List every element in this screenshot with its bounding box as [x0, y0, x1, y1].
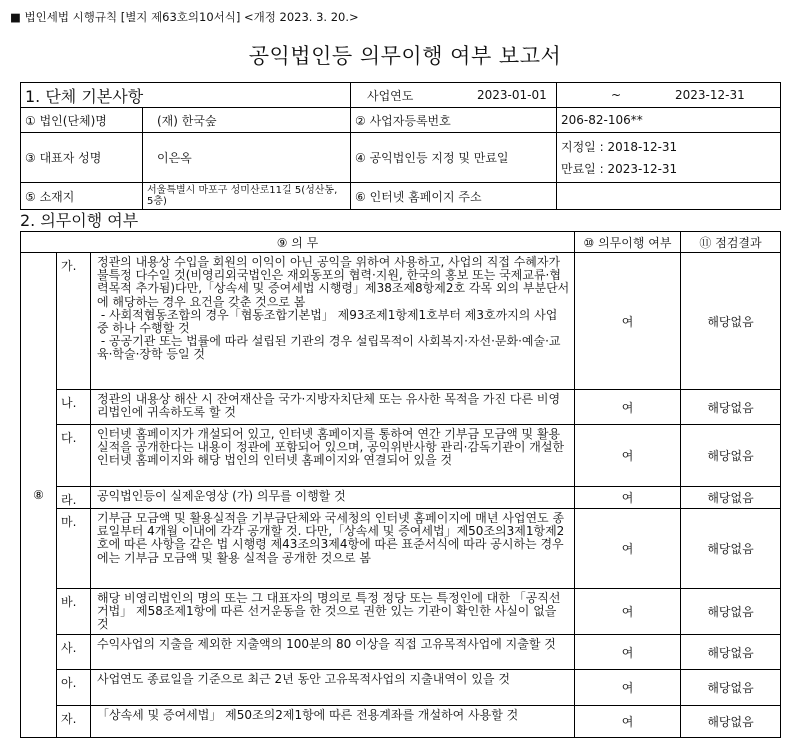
year-tilde: ~: [611, 88, 622, 102]
item-result: 해당없음: [681, 670, 781, 706]
year-end: 2023-12-31: [675, 88, 745, 102]
bizno-value: 206-82-106**: [557, 108, 781, 133]
address-label: ⑤ 소재지: [21, 183, 143, 210]
item-result: 해당없음: [681, 390, 781, 425]
section-duty-title: 2. 의무이행 여부: [20, 211, 139, 230]
item-result: 해당없음: [681, 487, 781, 509]
item-no: 아.: [57, 670, 91, 706]
item-result: 해당없음: [681, 589, 781, 635]
item-done: 여: [575, 425, 681, 487]
corp-name-label: ① 법인(단체)명: [21, 108, 143, 133]
basic-info-table: [20, 82, 781, 210]
item-result: 해당없음: [681, 706, 781, 738]
row-group-label: ⑧: [21, 253, 57, 738]
item-no: 자.: [57, 706, 91, 738]
item-done: 여: [575, 670, 681, 706]
item-no: 다.: [57, 425, 91, 487]
year-start: 2023-01-01: [477, 88, 547, 102]
address-value: 서울특별시 마포구 성미산로11길 5(성산동, 5층): [143, 183, 351, 210]
item-no: 마.: [57, 509, 91, 589]
item-text: 수익사업의 지출을 제외한 지출액의 100분의 80 이상을 직접 고유목적사업에 지출할 것: [91, 635, 575, 670]
item-text: 「상속세 및 증여세법」 제50조의2제1항에 따른 전용계좌를 개설하여 사용할 것: [91, 706, 575, 738]
item-text: 사업연도 종료일을 기준으로 최근 2년 동안 고유목적사업의 지출내역이 있을 것: [91, 670, 575, 706]
item-text: 인터넷 홈페이지가 개설되어 있고, 인터넷 홈페이지를 통하여 연간 기부금 모금액 및 활용실적을 공개한다는 내용이 정관에 포함되어 있으며, 공익위반사항 관리·감독기관이 개설한 인터넷 홈페이지와 해당 법인의 인터넷 홈페이지와 연결되어 있을 것: [91, 425, 575, 487]
col-duty-header: ⑨ 의 무: [21, 232, 575, 253]
item-result: 해당없음: [681, 425, 781, 487]
expiry-date: 만료일 : 2023-12-31: [561, 161, 678, 176]
item-text: 정관의 내용상 수입을 회원의 이익이 아닌 공익을 위하여 사용하고, 사업의 직접 수혜자가 불특정 다수일 것(비영리외국법인은 재외동포의 협력·지원, 한국의 홍보 또는 국제교류·협력목적 추가됨)다만,「상속세 및 증여세법 시행령」제38조제8항제2호 각목 외의 부분단서에 해당하는 경우 요건을 갖춘 것으로 봄 - 사회적협동조합의 경우「협동조합기본법」 제93조제1항제1호부터 제3호까지의 사업 중 하나 수행할 것 - 공공기관 또는 법률에 따라 설립된 기관의 경우 설립목적이 사회복지·자선·문화·예술·교육·학술·장학 등일 것: [91, 253, 575, 390]
item-no: 바.: [57, 589, 91, 635]
designation-dates: [557, 133, 781, 183]
item-done: 여: [575, 509, 681, 589]
form-reference: ■ 법인세법 시행규칙 [별지 제63호의10서식] <개정 2023. 3. 20.>: [10, 10, 359, 24]
item-done: 여: [575, 706, 681, 738]
item-result: 해당없음: [681, 253, 781, 390]
duty-table: [20, 231, 781, 738]
designation-label: ④ 공익법인등 지정 및 만료일: [351, 133, 557, 183]
item-no: 사.: [57, 635, 91, 670]
item-done: 여: [575, 390, 681, 425]
item-text: 정관의 내용상 해산 시 잔여재산을 국가·지방자치단체 또는 유사한 목적을 가진 다른 비영리법인에 귀속하도록 할 것: [91, 390, 575, 425]
business-year-label: 사업연도: [351, 83, 557, 108]
homepage-value: [557, 183, 781, 210]
item-text: 기부금 모금액 및 활용실적을 기부금단체와 국세청의 인터넷 홈페이지에 매년 사업연도 종료일부터 4개월 이내에 각각 공개할 것. 다만,「상속세 및 증여세법」제50조의3제1항제2호에 따른 사항을 같은 법 시행령 제43조의3제4항에 따른 표준서식에 따라 공시하는 경우에는 기부금 모금액 및 활용 실적을 공개한 것으로 봄: [91, 509, 575, 589]
rep-label: ③ 대표자 성명: [21, 133, 143, 183]
section-basic-title: 1. 단체 기본사항: [21, 83, 351, 108]
bizno-label: ② 사업자등록번호: [351, 108, 557, 133]
item-no: 가.: [57, 253, 91, 390]
col-done-header: ⑩ 의무이행 여부: [575, 232, 681, 253]
rep-value: 이은옥: [143, 133, 351, 183]
homepage-label: ⑥ 인터넷 홈페이지 주소: [351, 183, 557, 210]
item-text: 해당 비영리법인의 명의 또는 그 대표자의 명의로 특정 정당 또는 특정인에 대한 「공직선거법」 제58조제1항에 따른 선거운동을 한 것으로 권한 있는 기관이 확인한 사실이 없을 것: [91, 589, 575, 635]
item-result: 해당없음: [681, 509, 781, 589]
item-no: 나.: [57, 390, 91, 425]
item-no: 라.: [57, 487, 91, 509]
corp-name-value: (재) 한국숲: [143, 108, 351, 133]
col-result-header: ⑪ 점검결과: [681, 232, 781, 253]
item-result: 해당없음: [681, 635, 781, 670]
business-year-period: [477, 83, 781, 108]
page-title: 공익법인등 의무이행 여부 보고서: [248, 44, 562, 68]
item-done: 여: [575, 635, 681, 670]
item-done: 여: [575, 253, 681, 390]
item-done: 여: [575, 487, 681, 509]
item-text: 공익법인등이 실제운영상 (가) 의무를 이행할 것: [91, 487, 575, 509]
designation-date: 지정일 : 2018-12-31: [561, 139, 678, 154]
item-done: 여: [575, 589, 681, 635]
